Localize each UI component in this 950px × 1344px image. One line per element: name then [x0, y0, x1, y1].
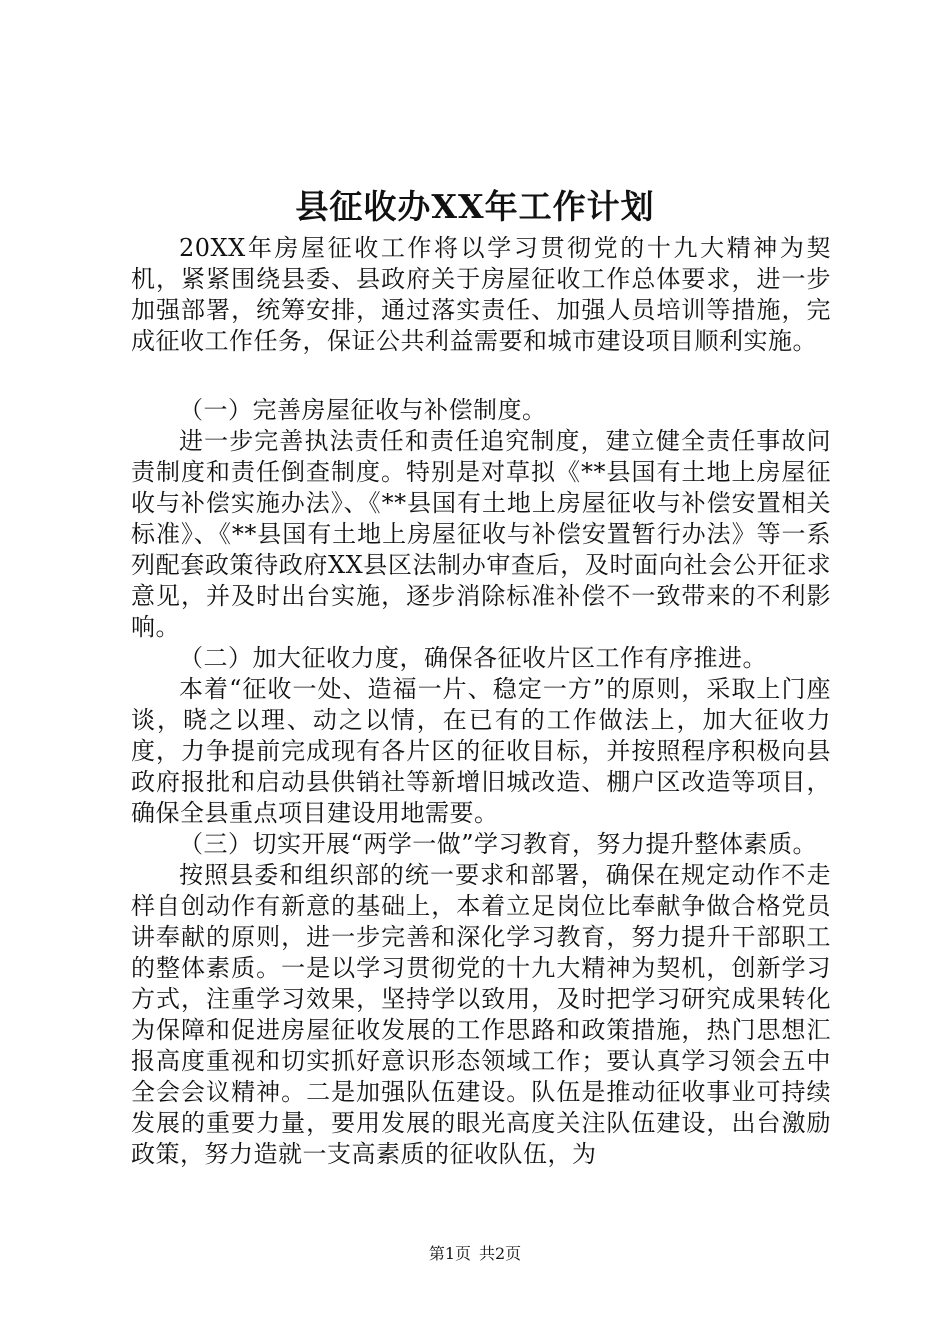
section-paragraph-1: 进一步完善执法责任和责任追究制度，建立健全责任事故问责制度和责任倒查制度。特别是对草拟《**县国有土地上房屋征收与补偿实施办法》、《**县国有土地上房屋征收与补偿安置相关标准》、《**县国有土地上房屋征收与补偿安置暂行办法》等一系列配套政策待政府XX县区法制办审查后，及时面向社会公开征求意见，并及时出台实施，逐步消除标准补偿不一致带来的不利影响。 — [131, 427, 831, 641]
document-body — [131, 233, 831, 1170]
section-paragraph-3: 按照县委和组织部的统一要求和部署，确保在规定动作不走样自创动作有新意的基础上，本着立足岗位比奉献争做合格党员讲奉献的原则，进一步完善和深化学习教育，努力提升干部职工的整体素质。一是以学习贯彻党的十九大精神为契机，创新学习方式，注重学习效果，坚持学以致用，及时把学习研究成果转化为保障和促进房屋征收发展的工作思路和政策措施，热门思想汇报高度重视和切实抓好意识形态领域工作；要认真学习领会五中全会会议精神。二是加强队伍建设。队伍是推动征收事业可持续发展的重要力量，要用发展的眼光高度关注队伍建设，出台激励政策，努力造就一支高素质的征收队伍，为 — [131, 861, 831, 1168]
page-footer — [0, 1242, 950, 1266]
intro-paragraph: 20XX年房屋征收工作将以学习贯彻党的十九大精神为契机，紧紧围绕县委、县政府关于房屋征收工作总体要求，进一步加强部署，统筹安排，通过落实责任、加强人员培训等措施，完成征收工作任务，保证公共利益需要和城市建设项目顺利实施。 — [131, 234, 831, 355]
section-heading-1: （一）完善房屋征收与补偿制度。 — [179, 396, 547, 424]
section-heading-3: （三）切实开展“两学一做”学习教育，努力提升整体素质。 — [179, 830, 818, 858]
page-number: 第1页 — [428, 1244, 471, 1263]
section-heading-2: （二）加大征收力度，确保各征收片区工作有序推进。 — [179, 644, 767, 672]
section-paragraph-2: 本着“征收一处、造福一片、稳定一方”的原则，采取上门座谈，晓之以理、动之以情，在已有的工作做法上，加大征收力度，力争提前完成现有各片区的征收目标，并按照程序积极向县政府报批和启动县供销社等新增旧城改造、棚户区改造等项目，确保全县重点项目建设用地需要。 — [131, 675, 831, 827]
document-title: 县征收办XX年工作计划 — [295, 187, 655, 226]
page-total: 共2页 — [479, 1244, 522, 1263]
paragraph-gap — [131, 357, 831, 395]
